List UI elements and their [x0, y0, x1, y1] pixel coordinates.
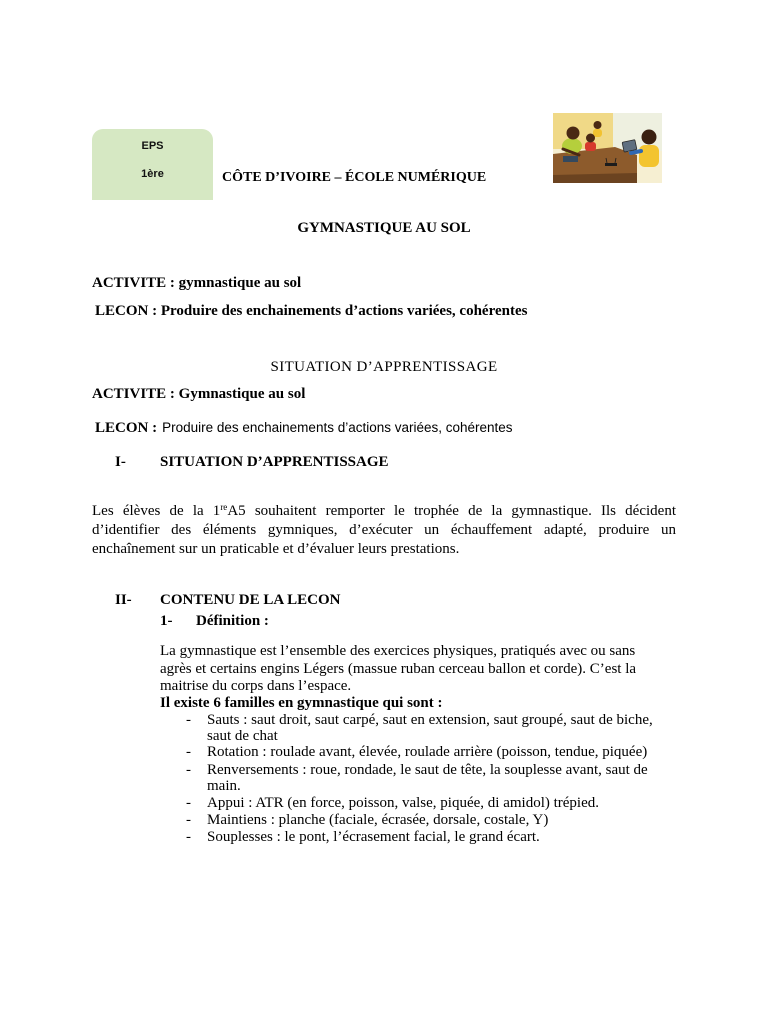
- student-right-head: [642, 130, 657, 145]
- details-activite: ACTIVITE : Gymnastique au sol: [92, 386, 306, 402]
- details-lecon-label: LECON :: [95, 420, 158, 436]
- section-2-number: II-: [115, 592, 132, 608]
- student-left-head: [567, 127, 580, 140]
- situation-heading: SITUATION D’APPRENTISSAGE: [270, 359, 498, 375]
- list-bullet: -: [186, 812, 191, 828]
- section-1-number: I-: [115, 454, 126, 470]
- tablet-on-table-icon: [563, 156, 578, 162]
- situation-paragraph-line-3: enchaînement sur un praticable et d’évaluer leurs prestations.: [92, 541, 460, 557]
- family-renversements: Renversements : roue, rondade, le saut de tête, la souplesse avant, saut de main.: [207, 762, 648, 794]
- definition-line-2: agrès et certains engins Légers (massue ruban cerceau ballon et corde). C’est la: [160, 661, 637, 677]
- situation-paragraph-line-1: [92, 502, 676, 521]
- student-middle-shirt: [585, 142, 596, 151]
- summary-lecon: LECON : Produire des enchainements d’actions variées, cohérentes: [95, 303, 528, 319]
- tablet-icon: [622, 140, 637, 152]
- document-title: GYMNASTIQUE AU SOL: [297, 220, 471, 236]
- badge-subject: EPS: [141, 140, 164, 152]
- family-sauts: Sauts : saut droit, saut carpé, saut en extension, saut groupé, saut de biche, saut de chat: [207, 712, 653, 744]
- paragraph-superscript: re: [220, 502, 228, 512]
- badge-level: 1ère: [141, 168, 164, 180]
- definition-line-1: La gymnastique est l’ensemble des exercices physiques, pratiqués avec ou sans: [160, 643, 636, 659]
- family-rotation: Rotation : roulade avant, élevée, roulade arrière (poisson, tendue, piquée): [207, 744, 648, 760]
- list-bullet: -: [186, 795, 191, 811]
- student-back-head: [594, 121, 602, 129]
- student-middle-head: [586, 134, 595, 143]
- definition-title: Définition :: [196, 613, 269, 629]
- student-right-shirt: [639, 145, 659, 167]
- paragraph-line-1-end: A5 souhaitent remporter le trophée de la gymnastique. Ils décident: [227, 503, 676, 519]
- definition-line-3: maitrise du corps dans l’espace.: [160, 678, 352, 694]
- summary-activite: ACTIVITE : gymnastique au sol: [92, 275, 302, 291]
- list-bullet: -: [186, 744, 191, 760]
- illustration-wall-yellow: [553, 113, 613, 149]
- family-souplesses: Souplesses : le pont, l’écrasement facial, le grand écart.: [207, 829, 540, 845]
- section-2-title: CONTENU DE LA LECON: [160, 592, 341, 608]
- student-right-arm: [631, 151, 641, 153]
- paragraph-line-1-start: Les élèves de la 1: [92, 503, 221, 519]
- details-lecon-value: Produire des enchainements d’actions variées, cohérentes: [162, 420, 513, 435]
- router-body: [605, 163, 617, 166]
- situation-paragraph-line-2: d’identifier des éléments gymniques, d’exécuter un échauffement adapté, produire un: [92, 522, 676, 538]
- family-maintiens: Maintiens : planche (faciale, écrasée, dorsale, costale, Y): [207, 812, 549, 828]
- classroom-illustration: [553, 113, 662, 183]
- list-bullet: -: [186, 762, 191, 778]
- subject-level-badge: [92, 129, 213, 200]
- list-bullet: -: [186, 829, 191, 845]
- header-title: CÔTE D’IVOIRE – ÉCOLE NUMÉRIQUE: [222, 170, 487, 185]
- family-appui: Appui : ATR (en force, poisson, valse, piquée, di amidol) trépied.: [207, 795, 599, 811]
- families-intro: Il existe 6 familles en gymnastique qui sont :: [160, 695, 443, 711]
- list-bullet: -: [186, 712, 191, 728]
- section-1-title: SITUATION D’APPRENTISSAGE: [160, 454, 389, 470]
- definition-number: 1-: [160, 613, 173, 629]
- details-lecon: [95, 419, 513, 437]
